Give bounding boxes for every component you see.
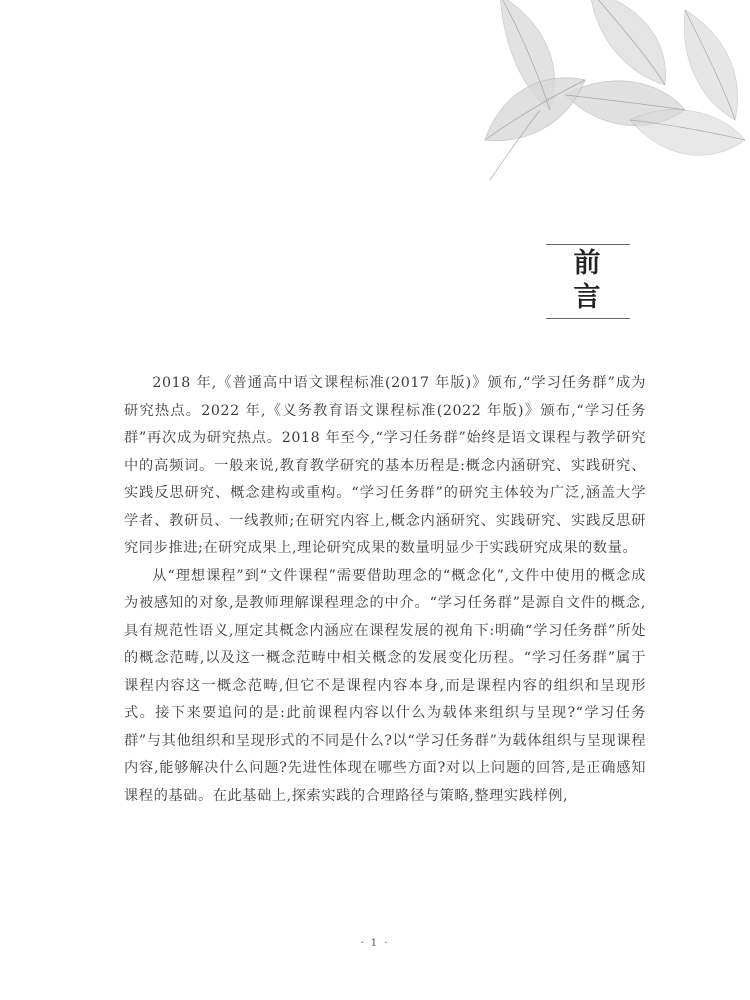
leaf-decoration-image [470, 0, 750, 200]
body-text [124, 370, 646, 810]
page-number: · 1 · [360, 938, 390, 949]
paragraph-1: 2018 年,《普通高中语文课程标准(2017 年版)》颁布,“学习任务群”成为研究热点。2022 年,《义务教育语文课程标准(2022 年版)》颁布,“学习任务群”再次成为研究热点。2018 年至今,“学习任务群”始终是语文课程与教学研究中的高频词。一般来说,教育教学研究的基本历程是:概念内涵研究、实践研究、实践反思研究、概念建构或重构。“学习任务群”的研究主体较为广泛,涵盖大学学者、教研员、一线教师;在研究内容上,概念内涵研究、实践研究、实践反思研究同步推进;在研究成果上,理论研究成果的数量明显少于实践研究成果的数量。 [124, 375, 646, 556]
paragraph-2: 从“理想课程”到“文件课程”需要借助理念的“概念化”,文件中使用的概念成为被感知的对象,是教师理解课程理念的中介。“学习任务群”是源自文件的概念,具有规范性语义,厘定其概念内涵应在课程发展的视角下:明确“学习任务群”所处的概念范畴,以及这一概念范畴中相关概念的发展变化历程。“学习任务群”属于课程内容这一概念范畴,但它不是课程内容本身,而是课程内容的组织和呈现形式。接下来要追问的是:此前课程内容以什么为载体来组织与呈现?“学习任务群”与其他组织和呈现形式的不同是什么?以“学习任务群”为载体组织与呈现课程内容,能够解决什么问题?先进性体现在哪些方面?对以上问题的回答,是正确感知课程的基础。在此基础上,探索实践的合理路径与策略,整理实践样例, [124, 567, 646, 804]
page-title: 前 言 [573, 248, 613, 313]
chapter-title-box [546, 244, 630, 319]
